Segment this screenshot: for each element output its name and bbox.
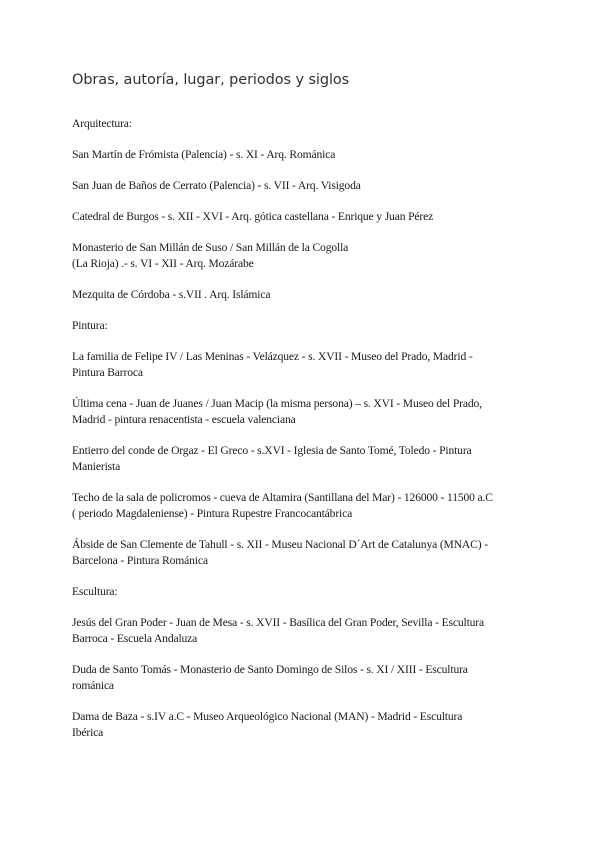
entry-line: Entierro del conde de Orgaz - El Greco - s.XVI - Iglesia de Santo Tomé, Toledo - Pintura [72,444,472,457]
section-heading: Pintura: [72,319,108,332]
entry-line: ( periodo Magdaleniense) - Pintura Rupestre Francocantábrica [72,507,353,520]
document-page [72,70,532,756]
entry-line: Barcelona - Pintura Románica [72,554,208,567]
entry-line: Techo de la sala de policromos - cueva de Altamira (Santillana del Mar) - 126000 - 11500 a.C [72,491,493,504]
artwork-entry [72,443,532,475]
section-architecture [72,116,532,303]
artwork-entry [72,287,532,303]
artwork-entry [72,349,532,381]
artwork-entry [72,209,532,225]
entry-line: La familia de Felipe IV / Las Meninas - Velázquez - s. XVII - Museo del Prado, Madrid - [72,350,473,363]
entry-line: románica [72,679,114,692]
entry-line: Jesús del Gran Poder - Juan de Mesa - s. XVII - Basílica del Gran Poder, Sevilla - Escultura [72,616,485,629]
entry-line: San Martín de Frómista (Palencia) - s. XI - Arq. Románica [72,148,336,161]
section-painting [72,318,532,569]
section-heading: Escultura: [72,585,118,598]
section-sculpture [72,584,532,741]
entry-line: Última cena - Juan de Juanes / Juan Macip (la misma persona) – s. XVI - Museo del Prado, [72,397,482,410]
entry-line: Duda de Santo Tomás - Monasterio de Santo Domingo de Silos - s. XI / XIII - Escultura [72,663,468,676]
artwork-entry [72,709,532,741]
entry-line: Dama de Baza - s.IV a.C - Museo Arqueológico Nacional (MAN) - Madrid - Escultura [72,710,463,723]
document-content [72,116,532,741]
entry-line: Monasterio de San Millán de Suso / San Millán de la Cogolla [72,241,349,254]
artwork-entry [72,147,532,163]
entry-line: Pintura Barroca [72,366,143,379]
entry-line: Ábside de San Clemente de Tahull - s. XII - Museu Nacional D´Art de Catalunya (MNAC) - [72,538,488,551]
entry-line: (La Rioja) .- s. VI - XII - Arq. Mozárabe [72,257,254,270]
entry-line: Mezquita de Córdoba - s.VII . Arq. Islámica [72,288,271,301]
artwork-entry [72,396,532,428]
entry-line: San Juan de Baños de Cerrato (Palencia) - s. VII - Arq. Visigoda [72,179,361,192]
entry-line: Barroca - Escuela Andaluza [72,632,198,645]
entry-line: Catedral de Burgos - s. XII - XVI - Arq. gótica castellana - Enrique y Juan Pérez [72,210,434,223]
artwork-entry [72,615,532,647]
artwork-entry [72,537,532,569]
entry-line: Manierista [72,460,121,473]
document-title: Obras, autoría, lugar, periodos y siglos [72,72,350,88]
entry-line: Ibérica [72,726,104,739]
artwork-entry [72,178,532,194]
section-heading: Arquitectura: [72,117,132,130]
artwork-entry [72,490,532,522]
artwork-entry [72,240,532,272]
artwork-entry [72,662,532,694]
entry-line: Madrid - pintura renacentista - escuela valenciana [72,413,296,426]
